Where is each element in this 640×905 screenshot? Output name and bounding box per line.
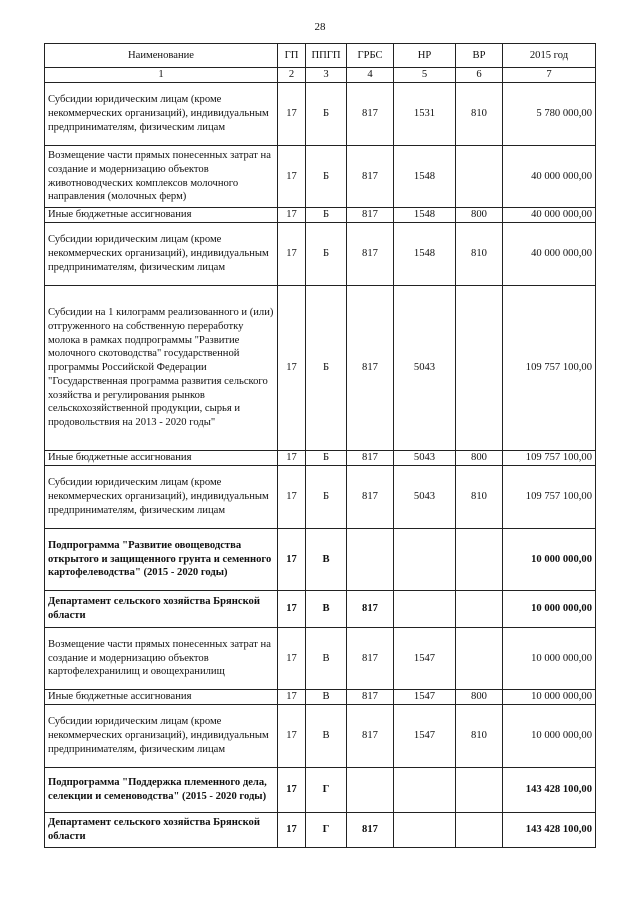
row-grbs (347, 768, 394, 813)
row-grbs: 817 (347, 286, 394, 451)
row-vr (456, 146, 503, 208)
row-grbs: 817 (347, 451, 394, 466)
row-vr: 810 (456, 223, 503, 286)
row-grbs: 817 (347, 690, 394, 705)
row-grbs: 817 (347, 591, 394, 628)
row-gp: 17 (278, 146, 306, 208)
column-number: 5 (394, 68, 456, 83)
column-number: 2 (278, 68, 306, 83)
row-ppgp: Г (306, 813, 347, 848)
table-row (45, 83, 596, 146)
row-amount: 40 000 000,00 (503, 208, 596, 223)
row-gp: 17 (278, 591, 306, 628)
row-vr: 810 (456, 83, 503, 146)
row-ppgp: В (306, 591, 347, 628)
row-vr (456, 768, 503, 813)
row-ppgp: В (306, 628, 347, 690)
row-amount: 143 428 100,00 (503, 813, 596, 848)
row-nr (394, 768, 456, 813)
row-grbs: 817 (347, 628, 394, 690)
row-ppgp: В (306, 529, 347, 591)
column-number-row (45, 68, 596, 83)
table-body (45, 83, 596, 848)
row-vr (456, 529, 503, 591)
row-nr: 1547 (394, 628, 456, 690)
row-vr (456, 591, 503, 628)
row-amount: 5 780 000,00 (503, 83, 596, 146)
row-grbs: 817 (347, 83, 394, 146)
row-name: Возмещение части прямых понесенных затрат на создание и модернизацию объектов картофелехранилищ и овощехранилищ (45, 628, 278, 690)
row-amount: 10 000 000,00 (503, 529, 596, 591)
row-name: Субсидии юридическим лицам (кроме некоммерческих организаций), индивидуальным предпринимателям, физическим лицам (45, 705, 278, 768)
row-amount: 10 000 000,00 (503, 705, 596, 768)
table-row (45, 146, 596, 208)
row-name: Субсидии юридическим лицам (кроме некоммерческих организаций), индивидуальным предпринимателям, физическим лицам (45, 466, 278, 529)
row-nr: 5043 (394, 466, 456, 529)
row-vr: 800 (456, 451, 503, 466)
row-grbs: 817 (347, 146, 394, 208)
row-nr (394, 813, 456, 848)
row-nr (394, 591, 456, 628)
row-ppgp: Б (306, 83, 347, 146)
row-ppgp: Б (306, 286, 347, 451)
page-number: 28 (314, 21, 326, 33)
row-amount: 40 000 000,00 (503, 223, 596, 286)
row-vr: 810 (456, 705, 503, 768)
header-grbs: ГРБС (347, 44, 394, 68)
row-grbs (347, 529, 394, 591)
header-ppgp: ППГП (306, 44, 347, 68)
row-nr: 1547 (394, 690, 456, 705)
row-name: Подпрограмма "Развитие овощеводства открытого и защищенного грунта и семенного картофелеводства" (2015 - 2020 годы) (45, 529, 278, 591)
row-gp: 17 (278, 628, 306, 690)
column-number: 6 (456, 68, 503, 83)
row-nr: 5043 (394, 451, 456, 466)
table-row (45, 705, 596, 768)
budget-table (44, 43, 596, 848)
table-row (45, 529, 596, 591)
header-year: 2015 год (503, 44, 596, 68)
row-vr: 810 (456, 466, 503, 529)
table-row (45, 466, 596, 529)
row-gp: 17 (278, 451, 306, 466)
row-grbs: 817 (347, 223, 394, 286)
row-name: Субсидии юридическим лицам (кроме некоммерческих организаций), индивидуальным предпринимателям, физическим лицам (45, 83, 278, 146)
row-name: Субсидии юридическим лицам (кроме некоммерческих организаций), индивидуальным предпринимателям, физическим лицам (45, 223, 278, 286)
table-row (45, 768, 596, 813)
row-ppgp: Б (306, 223, 347, 286)
table-row (45, 813, 596, 848)
column-number: 3 (306, 68, 347, 83)
row-amount: 109 757 100,00 (503, 286, 596, 451)
row-gp: 17 (278, 529, 306, 591)
row-name: Департамент сельского хозяйства Брянской области (45, 591, 278, 628)
column-number: 1 (45, 68, 278, 83)
row-grbs: 817 (347, 813, 394, 848)
row-nr (394, 529, 456, 591)
row-nr: 1548 (394, 208, 456, 223)
row-gp: 17 (278, 208, 306, 223)
row-ppgp: Б (306, 466, 347, 529)
row-name: Иные бюджетные ассигнования (45, 208, 278, 223)
row-ppgp: Б (306, 451, 347, 466)
row-grbs: 817 (347, 208, 394, 223)
row-amount: 10 000 000,00 (503, 628, 596, 690)
row-vr: 800 (456, 690, 503, 705)
row-vr: 800 (456, 208, 503, 223)
row-ppgp: В (306, 705, 347, 768)
row-gp: 17 (278, 705, 306, 768)
row-gp: 17 (278, 286, 306, 451)
table-row (45, 223, 596, 286)
table-row (45, 690, 596, 705)
header-gp: ГП (278, 44, 306, 68)
table-row (45, 628, 596, 690)
row-ppgp: Б (306, 208, 347, 223)
row-amount: 10 000 000,00 (503, 690, 596, 705)
row-amount: 10 000 000,00 (503, 591, 596, 628)
row-ppgp: Г (306, 768, 347, 813)
table-row (45, 451, 596, 466)
row-gp: 17 (278, 813, 306, 848)
table-row (45, 591, 596, 628)
row-vr (456, 813, 503, 848)
table-row (45, 208, 596, 223)
header-nr: НР (394, 44, 456, 68)
row-amount: 109 757 100,00 (503, 451, 596, 466)
row-name: Субсидии на 1 килограмм реализованного и (или) отгруженного на собственную переработку молока в рамках подпрограммы "Развитие молочного скотоводства" государственной программы Российской Федерации "Государственная программа развития сельского хозяйства и регулирования рынков сельскохозяйственной продукции, сырья и продовольствия на 2013 - 2020 годы" (45, 286, 278, 451)
header-name: Наименование (45, 44, 278, 68)
table-row (45, 286, 596, 451)
row-name: Возмещение части прямых понесенных затрат на создание и модернизацию объектов животноводческих комплексов молочного направления (молочных ферм) (45, 146, 278, 208)
row-grbs: 817 (347, 466, 394, 529)
header-row (45, 44, 596, 68)
column-number: 7 (503, 68, 596, 83)
row-nr: 1548 (394, 223, 456, 286)
row-amount: 143 428 100,00 (503, 768, 596, 813)
row-amount: 109 757 100,00 (503, 466, 596, 529)
row-name: Иные бюджетные ассигнования (45, 451, 278, 466)
row-gp: 17 (278, 223, 306, 286)
row-name: Департамент сельского хозяйства Брянской области (45, 813, 278, 848)
row-gp: 17 (278, 690, 306, 705)
header-vr: ВР (456, 44, 503, 68)
row-nr: 1548 (394, 146, 456, 208)
row-nr: 5043 (394, 286, 456, 451)
row-amount: 40 000 000,00 (503, 146, 596, 208)
row-gp: 17 (278, 466, 306, 529)
row-ppgp: Б (306, 146, 347, 208)
row-nr: 1531 (394, 83, 456, 146)
row-name: Иные бюджетные ассигнования (45, 690, 278, 705)
row-gp: 17 (278, 83, 306, 146)
row-grbs: 817 (347, 705, 394, 768)
row-name: Подпрограмма "Поддержка племенного дела, селекции и семеноводства" (2015 - 2020 годы) (45, 768, 278, 813)
row-vr (456, 286, 503, 451)
row-vr (456, 628, 503, 690)
column-number: 4 (347, 68, 394, 83)
row-ppgp: В (306, 690, 347, 705)
row-gp: 17 (278, 768, 306, 813)
row-nr: 1547 (394, 705, 456, 768)
